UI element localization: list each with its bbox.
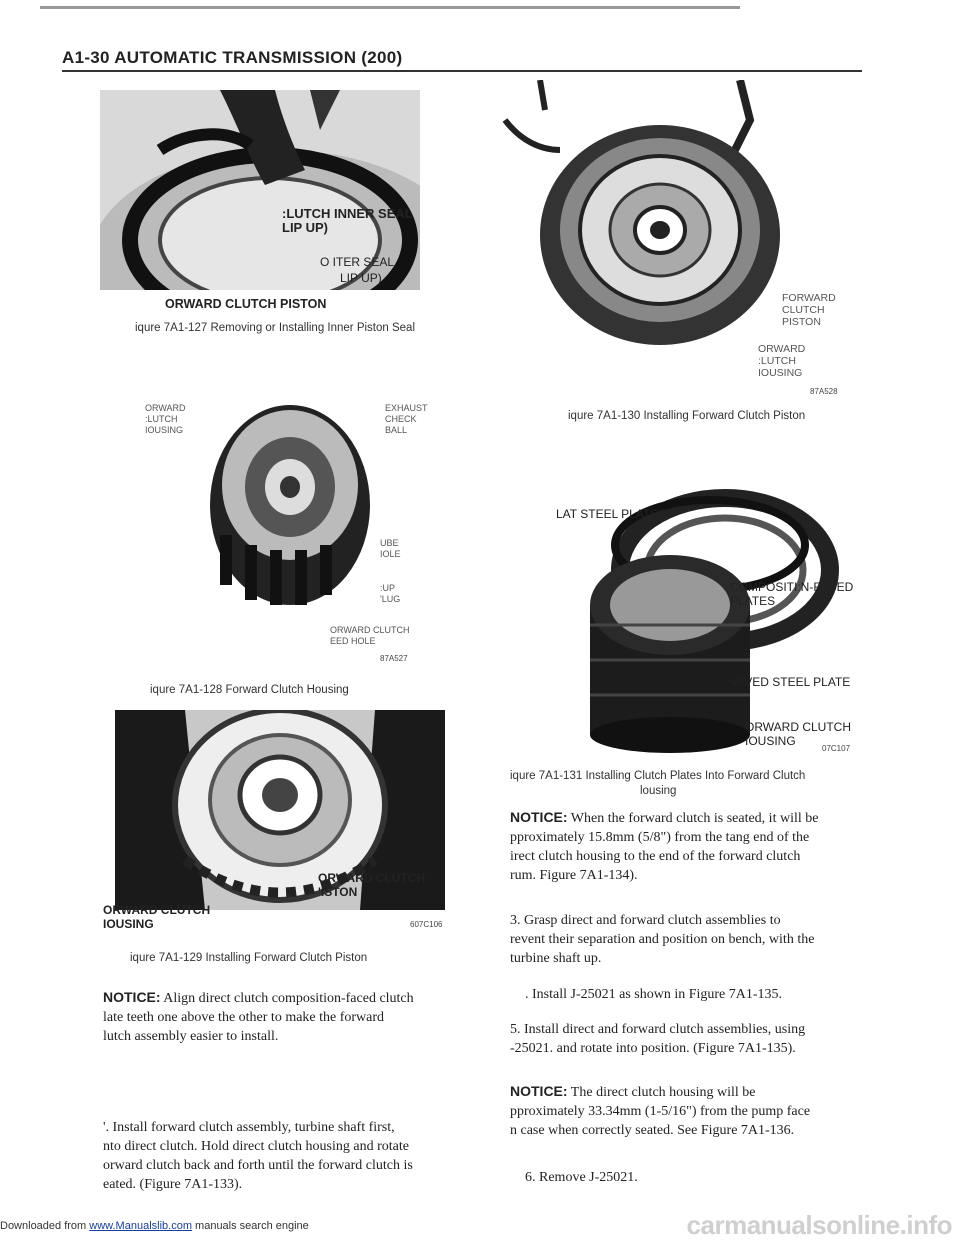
fig127-label-inner-seal: :LUTCH INNER SEAL (282, 206, 413, 221)
fig129-caption: iqure 7A1-129 Installing Forward Clutch Piston (130, 952, 368, 964)
fig130-label-piston-1: FORWARD (782, 292, 836, 304)
right-step3-line-1: 3. Grasp direct and forward clutch assemblies to (510, 913, 781, 928)
fig128-label-cup-1: :UP (380, 583, 396, 593)
footer-suffix: manuals search engine (191, 1220, 309, 1232)
fig128-label-exhaust-1: EXHAUST (385, 403, 428, 413)
right-notice-2 (510, 1082, 875, 1140)
fig131-caption-2: lousing (640, 785, 677, 797)
left-step-line-3: orward clutch back and forth until the forward clutch is (103, 1158, 413, 1173)
fig129-label-piston-2: 'ISTON (318, 885, 358, 899)
fig131-code: 07C107 (822, 744, 851, 753)
fig130-label-housing-3: IOUSING (758, 367, 803, 379)
right-notice1-line-1: When the forward clutch is seated, it will be (567, 811, 819, 826)
left-step-line-1: '. Install forward clutch assembly, turbine shaft first, (103, 1120, 395, 1135)
fig128-label-lube-2: IOLE (380, 549, 401, 559)
fig129-label-housing-2: IOUSING (103, 917, 154, 931)
fig127-caption: iqure 7A1-127 Removing or Installing Inner Piston Seal (135, 322, 415, 334)
right-notice2-line-1: The direct clutch housing will be (567, 1085, 756, 1100)
right-step5-line-1: 5. Install direct and forward clutch assemblies, using (510, 1022, 806, 1037)
left-step (103, 1118, 463, 1194)
fig128-label-exhaust-3: BALL (385, 425, 408, 435)
download-footer (0, 1220, 309, 1232)
fig128-label-feed-1: ORWARD CLUTCH (330, 625, 410, 635)
fig128-label-exhaust-2: CHECK (385, 414, 417, 424)
fig128-label-feed-2: EED HOLE (330, 636, 376, 646)
right-notice2-line-2: pproximately 33.34mm (1-5/16") from the pump face (510, 1104, 811, 1119)
right-notice1-label: NOTICE: (510, 809, 568, 825)
figure-131-photo (510, 485, 840, 755)
right-step-6: 6. Remove J-25021. (525, 1170, 638, 1185)
left-step-line-4: eated. (Figure 7A1-133). (103, 1177, 243, 1192)
fig131-label-housing-1: ORWARD CLUTCH (745, 720, 852, 734)
fig131-label-flat-plates: LAT STEEL PLATES (556, 507, 667, 521)
fig130-label-piston-3: PISTON (782, 316, 821, 328)
fig128-label-lube-1: UBE (380, 538, 399, 548)
right-notice2-label: NOTICE: (510, 1083, 568, 1099)
left-notice (103, 988, 463, 1046)
fig127-label-outer-seal: O ITER SEAL (320, 255, 395, 269)
figure-128-photo (200, 375, 370, 620)
header-rule (62, 70, 862, 72)
right-step5-line-2: -25021. and rotate into position. (Figure 7A1-135). (510, 1041, 796, 1056)
figure-130-photo (500, 80, 800, 350)
fig128-label-housing-2: :LUTCH (145, 414, 178, 424)
fig131-caption-1: iqure 7A1-131 Installing Clutch Plates Into Forward Clutch (510, 770, 806, 782)
right-step-5 (510, 1020, 875, 1058)
left-notice-line-3: lutch assembly easier to install. (103, 1029, 279, 1044)
right-notice2-line-3: n case when correctly seated. See Figure 7A1-136. (510, 1123, 795, 1138)
fig131-label-housing-2: IOUSING (745, 734, 796, 748)
right-notice1-line-3: irect clutch housing to the end of the forward clutch (510, 849, 801, 864)
page-title: A1-30 AUTOMATIC TRANSMISSION (200) (62, 48, 403, 67)
fig129-code: 607C106 (410, 920, 443, 929)
fig129-label-piston-1: ORWARD CLUTCH (318, 871, 426, 885)
fig131-label-waved-plate: VAVED STEEL PLATE (730, 675, 851, 689)
fig127-label-piston: ORWARD CLUTCH PISTON (165, 297, 327, 311)
left-step-line-2: nto direct clutch. Hold direct clutch housing and rotate (103, 1139, 409, 1154)
fig128-code: 87A527 (380, 654, 408, 663)
fig128-label-housing-3: IOUSING (145, 425, 184, 435)
manualslib-link[interactable]: www.Manualslib.com (89, 1220, 192, 1232)
fig130-label-housing-1: ORWARD (758, 343, 806, 355)
fig127-label-outer-lip: LIP UP) (340, 271, 382, 285)
fig131-label-composition-1: COMPOSITI:N-FACED (730, 580, 854, 594)
left-notice-label: NOTICE: (103, 989, 161, 1005)
fig128-caption: iqure 7A1-128 Forward Clutch Housing (150, 684, 349, 696)
fig130-caption: iqure 7A1-130 Installing Forward Clutch Piston (568, 410, 806, 422)
right-step-4: . Install J-25021 as shown in Figure 7A1-135. (525, 987, 783, 1002)
right-step3-line-3: turbine shaft up. (510, 951, 602, 966)
top-scan-line (40, 6, 740, 9)
footer-prefix: Downloaded from (0, 1220, 90, 1232)
fig129-label-housing-1: ORWARD CLUTCH (103, 903, 211, 917)
fig128-label-housing-1: ORWARD (145, 403, 186, 413)
right-notice1-line-2: pproximately 15.8mm (5/8") from the tang end of the (510, 830, 810, 845)
left-notice-line-2: late teeth one above the other to make the forward (103, 1010, 385, 1025)
watermark: carmanualsonline.info (686, 1210, 952, 1240)
fig130-label-housing-2: :LUTCH (758, 355, 796, 367)
left-notice-line-1: Align direct clutch composition-faced clutch (160, 991, 414, 1006)
fig131-label-composition-2: PLATES (730, 594, 776, 608)
right-notice-1 (510, 808, 870, 885)
fig127-label-inner-lip: LIP UP) (282, 220, 328, 235)
right-step-3 (510, 911, 875, 968)
fig130-code: 87A528 (810, 387, 838, 396)
right-notice1-line-4: rum. Figure 7A1-134). (510, 868, 638, 883)
fig128-label-cup-2: 'LUG (380, 594, 401, 604)
fig130-label-piston-2: CLUTCH (782, 304, 825, 316)
right-step3-line-2: revent their separation and position on bench, with the (510, 932, 815, 947)
